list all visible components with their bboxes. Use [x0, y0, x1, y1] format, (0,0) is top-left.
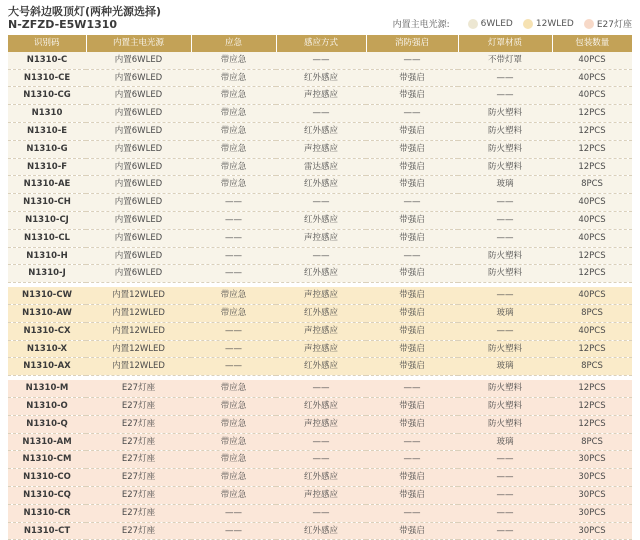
product-code-cell: N1310-M — [8, 380, 86, 397]
table-cell: 带强启 — [366, 397, 458, 415]
table-cell: 带强启 — [366, 322, 458, 340]
table-cell: 带强启 — [366, 158, 458, 176]
table-cell: 带应急 — [191, 486, 276, 504]
table-row — [8, 486, 632, 504]
table-cell: 声控感应 — [276, 415, 366, 433]
table-cell: 声控感应 — [276, 229, 366, 247]
table-cell: —— — [366, 451, 458, 469]
light-source-legend — [393, 17, 632, 30]
table-cell: 8PCS — [552, 304, 632, 322]
table-cell: —— — [458, 451, 552, 469]
table-cell: 内置6WLED — [86, 52, 191, 69]
table-cell: —— — [276, 105, 366, 123]
table-cell: —— — [458, 87, 552, 105]
table-cell: —— — [458, 69, 552, 87]
product-code-cell: N1310-AW — [8, 304, 86, 322]
table-row — [8, 504, 632, 522]
table-cell: 带强启 — [366, 415, 458, 433]
table-cell: 带强启 — [366, 265, 458, 283]
table-cell: 30PCS — [552, 469, 632, 487]
table-cell: 30PCS — [552, 451, 632, 469]
color-dot-icon — [584, 19, 594, 29]
table-row — [8, 287, 632, 304]
table-cell: 带应急 — [191, 380, 276, 397]
table-cell: 防火塑料 — [458, 415, 552, 433]
table-cell: E27灯座 — [86, 415, 191, 433]
table-cell: 40PCS — [552, 69, 632, 87]
product-code-cell: N1310-CH — [8, 194, 86, 212]
table-row — [8, 52, 632, 69]
table-row — [8, 415, 632, 433]
table-cell: 8PCS — [552, 433, 632, 451]
table-cell: —— — [458, 287, 552, 304]
table-cell: 带应急 — [191, 87, 276, 105]
table-cell: 红外感应 — [276, 211, 366, 229]
table-cell: 12PCS — [552, 247, 632, 265]
table-row — [8, 87, 632, 105]
product-code-cell: N1310-CJ — [8, 211, 86, 229]
table-row — [8, 469, 632, 487]
page-title: 大号斜边吸顶灯(两种光源选择) — [8, 5, 162, 18]
product-code-cell: N1310-F — [8, 158, 86, 176]
table-cell: —— — [458, 486, 552, 504]
table-cell: —— — [366, 380, 458, 397]
table-cell: 红外感应 — [276, 265, 366, 283]
table-cell: 12PCS — [552, 265, 632, 283]
table-cell: 内置6WLED — [86, 87, 191, 105]
page-header — [8, 3, 632, 33]
table-cell: 玻璃 — [458, 433, 552, 451]
table-cell: 声控感应 — [276, 140, 366, 158]
product-code-cell: N1310-CL — [8, 229, 86, 247]
table-cell: 12PCS — [552, 122, 632, 140]
table-row — [8, 158, 632, 176]
legend-item-12wled — [523, 19, 574, 29]
legend-item-label: 12WLED — [535, 18, 574, 29]
table-cell: 8PCS — [552, 176, 632, 194]
table-cell: 带应急 — [191, 469, 276, 487]
table-cell: 40PCS — [552, 211, 632, 229]
column-header: 内置主电光源 — [86, 35, 191, 52]
table-cell: E27灯座 — [86, 433, 191, 451]
table-cell: 声控感应 — [276, 287, 366, 304]
table-row — [8, 176, 632, 194]
table-cell: 内置12WLED — [86, 340, 191, 358]
table-cell: —— — [191, 247, 276, 265]
table-row — [8, 69, 632, 87]
table-cell: —— — [276, 52, 366, 69]
table-cell: 带应急 — [191, 122, 276, 140]
table-cell: —— — [366, 433, 458, 451]
table-cell: 带应急 — [191, 105, 276, 123]
table-cell: E27灯座 — [86, 486, 191, 504]
table-cell: 40PCS — [552, 87, 632, 105]
table-cell: 内置6WLED — [86, 176, 191, 194]
table-cell: 带应急 — [191, 304, 276, 322]
table-cell: 带强启 — [366, 122, 458, 140]
table-cell: —— — [191, 265, 276, 283]
table-cell: 带应急 — [191, 287, 276, 304]
table-cell: 红外感应 — [276, 176, 366, 194]
table-row — [8, 265, 632, 283]
table-cell: 玻璃 — [458, 304, 552, 322]
table-cell: 防火塑料 — [458, 122, 552, 140]
table-cell: 带强启 — [366, 522, 458, 540]
table-cell: —— — [276, 380, 366, 397]
product-code-cell: N1310-G — [8, 140, 86, 158]
table-cell: 玻璃 — [458, 358, 552, 376]
table-cell: E27灯座 — [86, 451, 191, 469]
table-cell: 带应急 — [191, 52, 276, 69]
table-cell: 带强启 — [366, 358, 458, 376]
table-cell: —— — [276, 194, 366, 212]
table-cell: —— — [276, 433, 366, 451]
table-cell: 内置12WLED — [86, 358, 191, 376]
table-cell: —— — [276, 451, 366, 469]
table-cell: 红外感应 — [276, 122, 366, 140]
table-cell: —— — [458, 229, 552, 247]
table-cell: 内置12WLED — [86, 287, 191, 304]
column-header: 包装数量 — [552, 35, 632, 52]
table-cell: 带强启 — [366, 140, 458, 158]
table-row — [8, 433, 632, 451]
table-cell: 玻璃 — [458, 176, 552, 194]
table-cell: 12PCS — [552, 380, 632, 397]
legend-item-label: 6WLED — [480, 18, 513, 29]
table-cell: —— — [191, 504, 276, 522]
product-code-cell: N1310-C — [8, 52, 86, 69]
table-cell: 30PCS — [552, 504, 632, 522]
table-cell: 防火塑料 — [458, 397, 552, 415]
table-cell: 内置6WLED — [86, 158, 191, 176]
table-row — [8, 451, 632, 469]
table-cell: 内置6WLED — [86, 265, 191, 283]
table-cell: —— — [191, 322, 276, 340]
column-header: 感应方式 — [276, 35, 366, 52]
table-row — [8, 358, 632, 376]
table-cell: 带强启 — [366, 211, 458, 229]
table-cell: 30PCS — [552, 486, 632, 504]
product-code-cell: N1310-AX — [8, 358, 86, 376]
table-row — [8, 247, 632, 265]
table-cell: 内置6WLED — [86, 229, 191, 247]
table-cell: 声控感应 — [276, 87, 366, 105]
table-cell: 雷达感应 — [276, 158, 366, 176]
table-cell: 带应急 — [191, 158, 276, 176]
table-cell: 红外感应 — [276, 522, 366, 540]
table-cell: 带强启 — [366, 340, 458, 358]
table-cell: 内置12WLED — [86, 304, 191, 322]
color-dot-icon — [468, 19, 478, 29]
table-cell: 红外感应 — [276, 358, 366, 376]
table-cell: —— — [366, 194, 458, 212]
table-cell: —— — [366, 247, 458, 265]
table-cell: 不带灯罩 — [458, 52, 552, 69]
product-code-cell: N1310-CM — [8, 451, 86, 469]
table-cell: —— — [191, 211, 276, 229]
table-cell: 防火塑料 — [458, 340, 552, 358]
table-row — [8, 194, 632, 212]
table-row — [8, 105, 632, 123]
table-row — [8, 122, 632, 140]
table-cell: —— — [458, 322, 552, 340]
table-cell: 红外感应 — [276, 397, 366, 415]
product-code-cell: N1310-CR — [8, 504, 86, 522]
table-cell: 声控感应 — [276, 322, 366, 340]
table-cell: 12PCS — [552, 140, 632, 158]
table-cell: E27灯座 — [86, 397, 191, 415]
table-cell: 40PCS — [552, 287, 632, 304]
product-code-cell: N1310-CO — [8, 469, 86, 487]
table-cell: —— — [366, 504, 458, 522]
table-cell: 内置6WLED — [86, 69, 191, 87]
table-cell: E27灯座 — [86, 469, 191, 487]
table-cell: 内置6WLED — [86, 140, 191, 158]
table-cell: 12PCS — [552, 415, 632, 433]
color-dot-icon — [523, 19, 533, 29]
table-cell: 8PCS — [552, 358, 632, 376]
table-cell: 内置6WLED — [86, 105, 191, 123]
table-cell: 带强启 — [366, 287, 458, 304]
product-code-cell: N1310-AE — [8, 176, 86, 194]
table-cell: 防火塑料 — [458, 380, 552, 397]
table-cell: —— — [276, 247, 366, 265]
table-cell: —— — [191, 229, 276, 247]
legend-item-label: E27灯座 — [596, 20, 632, 30]
product-code-cell: N1310-E — [8, 122, 86, 140]
table-row — [8, 322, 632, 340]
table-cell: 带强启 — [366, 304, 458, 322]
table-cell: 带应急 — [191, 415, 276, 433]
column-header: 消防强启 — [366, 35, 458, 52]
table-cell: —— — [458, 469, 552, 487]
table-cell: —— — [276, 504, 366, 522]
table-cell: 防火塑料 — [458, 158, 552, 176]
table-cell: 30PCS — [552, 522, 632, 540]
table-cell: 带应急 — [191, 140, 276, 158]
product-code-cell: N1310-CW — [8, 287, 86, 304]
product-code-cell: N1310-O — [8, 397, 86, 415]
table-cell: 红外感应 — [276, 304, 366, 322]
model-number: N-ZFZD-E5W1310 — [8, 18, 118, 31]
product-code-cell: N1310-Q — [8, 415, 86, 433]
legend-item-e27 — [584, 17, 632, 30]
table-cell: —— — [191, 522, 276, 540]
table-cell: 防火塑料 — [458, 105, 552, 123]
table-cell: 红外感应 — [276, 69, 366, 87]
table-row — [8, 140, 632, 158]
column-header: 应急 — [191, 35, 276, 52]
table-cell: 红外感应 — [276, 469, 366, 487]
table-row — [8, 304, 632, 322]
table-cell: 带应急 — [191, 451, 276, 469]
table-row — [8, 380, 632, 397]
table-cell: E27灯座 — [86, 504, 191, 522]
table-cell: 带强启 — [366, 87, 458, 105]
table-cell: 内置6WLED — [86, 122, 191, 140]
table-row — [8, 340, 632, 358]
table-row — [8, 522, 632, 540]
product-code-cell: N1310-CQ — [8, 486, 86, 504]
table-cell: —— — [458, 194, 552, 212]
table-cell: 40PCS — [552, 322, 632, 340]
table-cell: 内置6WLED — [86, 247, 191, 265]
product-code-cell: N1310-J — [8, 265, 86, 283]
product-code-cell: N1310-CX — [8, 322, 86, 340]
table-header-row — [8, 35, 632, 52]
product-code-cell: N1310-X — [8, 340, 86, 358]
product-code-cell: N1310 — [8, 105, 86, 123]
table-cell: 40PCS — [552, 194, 632, 212]
table-cell: —— — [191, 340, 276, 358]
table-cell: —— — [458, 211, 552, 229]
table-cell: 内置12WLED — [86, 322, 191, 340]
table-cell: —— — [366, 105, 458, 123]
table-cell: 12PCS — [552, 105, 632, 123]
table-cell: 带强启 — [366, 176, 458, 194]
table-row — [8, 229, 632, 247]
table-cell: 带强启 — [366, 229, 458, 247]
legend-label: 内置主电光源: — [392, 20, 450, 30]
table-cell: 带应急 — [191, 397, 276, 415]
table-cell: 12PCS — [552, 158, 632, 176]
table-cell: E27灯座 — [86, 380, 191, 397]
table-cell: 12PCS — [552, 340, 632, 358]
table-row — [8, 397, 632, 415]
table-cell: 声控感应 — [276, 340, 366, 358]
table-cell: 带强启 — [366, 486, 458, 504]
table-cell: 带应急 — [191, 433, 276, 451]
product-code-cell: N1310-CE — [8, 69, 86, 87]
column-header: 灯罩材质 — [458, 35, 552, 52]
table-cell: 12PCS — [552, 397, 632, 415]
product-code-cell: N1310-H — [8, 247, 86, 265]
table-cell: 防火塑料 — [458, 140, 552, 158]
product-table — [8, 35, 632, 540]
product-code-cell: N1310-CG — [8, 87, 86, 105]
table-cell: 防火塑料 — [458, 247, 552, 265]
table-cell: 防火塑料 — [458, 265, 552, 283]
table-cell: 40PCS — [552, 52, 632, 69]
table-cell: 带强启 — [366, 69, 458, 87]
table-cell: 内置6WLED — [86, 211, 191, 229]
table-cell: —— — [458, 504, 552, 522]
table-body — [8, 52, 632, 540]
table-cell: 带应急 — [191, 69, 276, 87]
legend-item-6wled — [468, 19, 513, 29]
table-cell: 声控感应 — [276, 486, 366, 504]
table-cell: —— — [191, 358, 276, 376]
table-cell: 带应急 — [191, 176, 276, 194]
table-row — [8, 211, 632, 229]
product-code-cell: N1310-AM — [8, 433, 86, 451]
table-cell: —— — [191, 194, 276, 212]
table-cell: 40PCS — [552, 229, 632, 247]
table-cell: 带强启 — [366, 469, 458, 487]
product-code-cell: N1310-CT — [8, 522, 86, 540]
table-cell: —— — [458, 522, 552, 540]
column-header: 识别码 — [8, 35, 86, 52]
table-cell: E27灯座 — [86, 522, 191, 540]
table-cell: 内置6WLED — [86, 194, 191, 212]
table-cell: —— — [366, 52, 458, 69]
